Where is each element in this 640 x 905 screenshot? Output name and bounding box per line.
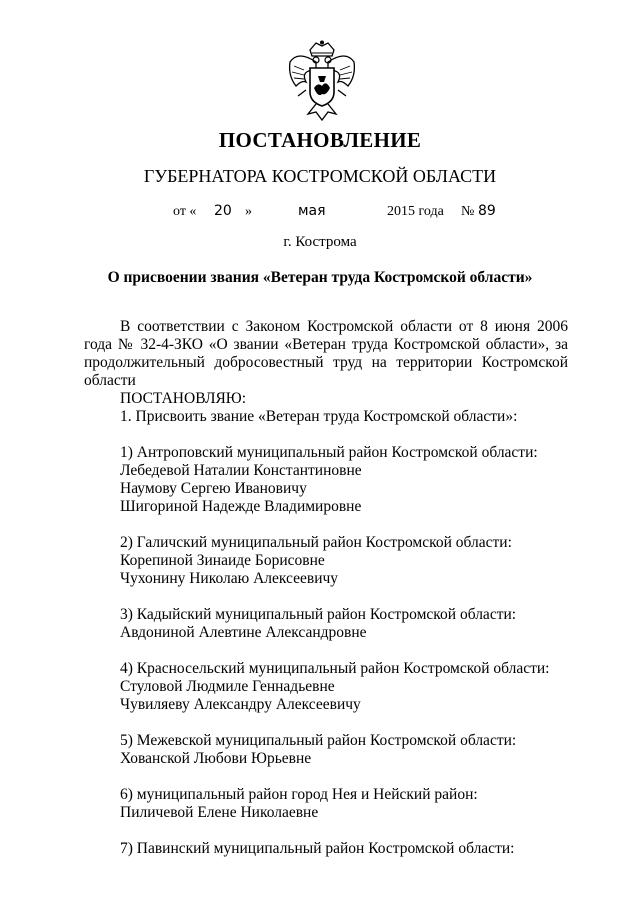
date-prefix: от « — [173, 204, 197, 219]
person-name: Стуловой Людмиле Геннадьевне — [120, 678, 335, 695]
district-title: 3) Кадыйский муниципальный район Костромской области: — [120, 606, 517, 623]
district-block — [84, 732, 568, 768]
decree-word: ПОСТАНОВЛЯЮ: — [120, 390, 247, 407]
person-name: Чухонину Николаю Алексеевичу — [120, 570, 339, 587]
district-block — [84, 840, 568, 858]
district-title: 7) Павинский муниципальный район Костромской области: — [120, 840, 515, 857]
district-title: 1) Антроповский муниципальный район Костромской области: — [120, 444, 538, 461]
district-block — [84, 606, 568, 642]
person-name: Чувиляеву Александру Алексеевичу — [120, 696, 361, 713]
district-title: 6) муниципальный район город Нея и Нейский район: — [120, 786, 478, 803]
district-title: 2) Галичский муниципальный район Костромской области: — [120, 534, 512, 551]
document-subtitle: ГУБЕРНАТОРА КОСТРОМСКОЙ ОБЛАСТИ — [143, 166, 497, 186]
item-1: 1. Присвоить звание «Ветеран труда Костромской области»: — [120, 408, 518, 425]
person-name: Наумову Сергею Ивановичу — [120, 480, 307, 497]
city-line: г. Кострома — [283, 234, 357, 250]
person-name: Хованской Любови Юрьевне — [120, 750, 312, 767]
document-title: ПОСТАНОВЛЕНИЕ — [218, 128, 422, 152]
district-list — [84, 444, 568, 858]
district-block — [84, 444, 568, 516]
district-block — [84, 786, 568, 822]
number-sign: № — [461, 204, 475, 219]
person-name: Корепиной Зинаиде Борисовне — [120, 552, 325, 569]
person-name: Лебедевой Наталии Константиновне — [120, 462, 362, 479]
district-block — [84, 660, 568, 714]
intro-paragraph: В соответствии с Законом Костромской области от 8 июня 2006 года № 32-4-ЗКО «О звании «Ветеран труда Костромской области», за продолжительный добросовестный труд на территории Костромской области — [84, 318, 568, 389]
district-title: 5) Межевской муниципальный район Костромской области: — [120, 732, 517, 749]
date-close-quote: » — [245, 204, 252, 219]
person-name: Авдониной Алевтине Александровне — [120, 624, 367, 641]
document-number: 89 — [478, 203, 496, 219]
district-title: 4) Красносельский муниципальный район Костромской области: — [120, 660, 550, 677]
document-heading: О присвоении звания «Ветеран труда Костромской области» — [107, 269, 533, 286]
person-name: Пиличевой Елене Николаевне — [120, 804, 319, 821]
date-month: мая — [298, 203, 326, 219]
person-name: Шигориной Надежде Владимировне — [120, 498, 362, 515]
document-body — [84, 318, 568, 858]
date-year: 2015 года — [387, 204, 444, 219]
district-block — [84, 534, 568, 588]
kostroma-coat-of-arms-icon — [286, 40, 358, 124]
date-day: 20 — [214, 203, 232, 219]
